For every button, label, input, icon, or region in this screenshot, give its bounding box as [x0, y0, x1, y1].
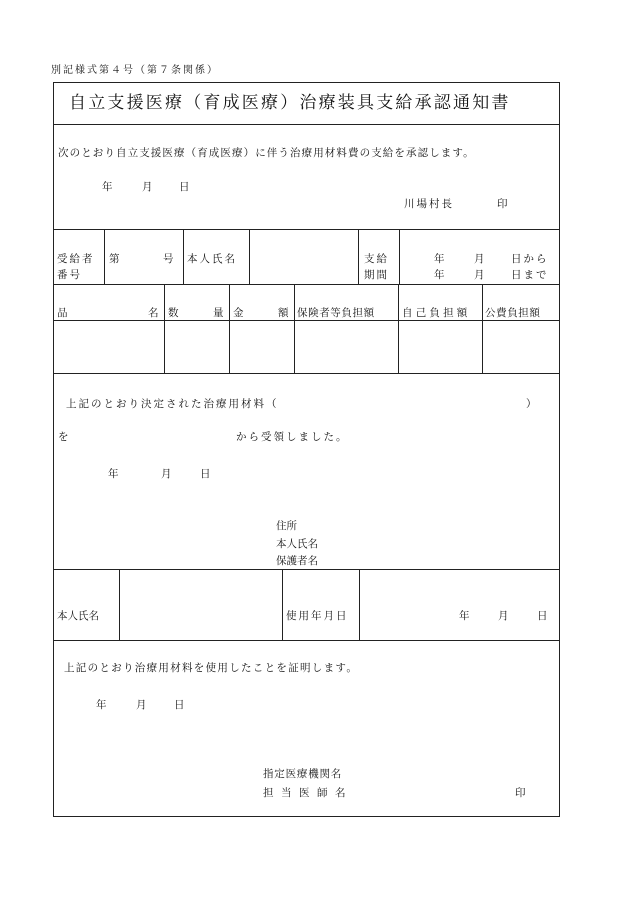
receipt-date-month: 月: [161, 468, 172, 480]
divider: [398, 284, 399, 373]
divider: [229, 284, 230, 373]
notice-date-day: 日: [179, 181, 190, 193]
col-header-qty: 数: [168, 307, 179, 319]
divider: [358, 229, 359, 284]
col-header-amount: 金: [233, 307, 244, 319]
doctor-seal: 印: [515, 787, 526, 799]
divider: [482, 284, 483, 373]
period-from-day: 日から: [511, 253, 549, 265]
certify-date-day: 日: [174, 699, 185, 711]
receipt-sentence-object: を: [58, 431, 69, 443]
divider: [54, 640, 559, 641]
receipt-sentence-close: ）: [526, 398, 537, 410]
period-from-month: 月: [474, 253, 485, 265]
recipient-number-label-2: 番号: [57, 269, 82, 281]
receipt-sentence-end: から受領しました。: [236, 431, 349, 443]
receipt-sentence-start: 上記のとおり決定された治療用材料（: [66, 398, 279, 410]
approval-sentence: 次のとおり自立支援医療（育成医療）に伴う治療用材料費の支給を承認します。: [58, 147, 475, 159]
divider: [54, 124, 559, 125]
period-to-month: 月: [474, 269, 485, 281]
period-to-year: 年: [434, 269, 445, 281]
divider: [294, 284, 295, 373]
issuer-name: 川場村長: [404, 198, 454, 210]
divider: [54, 284, 559, 285]
usage-person-name-label: 本人氏名: [57, 610, 99, 622]
col-header-item: 品: [57, 307, 68, 319]
col-header-qty-2: 量: [213, 307, 224, 319]
divider: [359, 569, 360, 640]
period-label-2: 期間: [364, 269, 389, 281]
recipient-number-prefix: 第: [109, 253, 120, 265]
use-date-month: 月: [498, 610, 509, 622]
divider: [54, 320, 559, 321]
form-number: 別記様式第４号（第７条関係）: [51, 65, 219, 76]
divider: [54, 373, 559, 374]
medical-institution-label: 指定医療機関名: [263, 768, 343, 780]
divider: [104, 229, 105, 284]
col-header-item-2: 名: [148, 307, 159, 319]
divider: [54, 229, 559, 230]
period-label: 支給: [364, 253, 389, 265]
divider: [282, 569, 283, 640]
recipient-number-label: 受給者: [57, 253, 95, 265]
use-date-label: 使用年月日: [286, 610, 349, 622]
divider: [54, 569, 559, 570]
notice-date-month: 月: [142, 181, 153, 193]
issuer-seal: 印: [497, 198, 508, 210]
address-label: 住所: [276, 520, 297, 532]
period-to-day: 日まで: [511, 269, 549, 281]
receipt-date-day: 日: [200, 468, 211, 480]
receipt-date-year: 年: [108, 468, 119, 480]
col-header-public: 公費負担額: [485, 307, 541, 319]
recipient-number-suffix: 号: [163, 253, 174, 265]
col-header-self: 自己負担額: [402, 307, 471, 319]
divider: [399, 229, 400, 284]
divider: [119, 569, 120, 640]
certify-sentence: 上記のとおり治療用材料を使用したことを証明します。: [64, 662, 359, 674]
use-date-year: 年: [459, 610, 470, 622]
col-header-insurer: 保険者等負担額: [297, 307, 375, 319]
attending-doctor-label: 担当医師名: [263, 787, 353, 799]
approval-notice-form: [53, 82, 560, 817]
person-name-label: 本人氏名: [187, 253, 237, 265]
use-date-day: 日: [537, 610, 548, 622]
receipt-person-name-label: 本人氏名: [276, 538, 318, 550]
certify-date-year: 年: [96, 699, 107, 711]
guardian-name-label: 保護者名: [276, 555, 318, 567]
form-title: 自立支援医療（育成医療）治療装具支給承認通知書: [69, 93, 511, 113]
notice-date-year: 年: [102, 181, 113, 193]
divider: [164, 284, 165, 373]
period-from-year: 年: [434, 253, 445, 265]
divider: [183, 229, 184, 284]
certify-date-month: 月: [136, 699, 147, 711]
col-header-amount-2: 額: [278, 307, 289, 319]
divider: [249, 229, 250, 284]
